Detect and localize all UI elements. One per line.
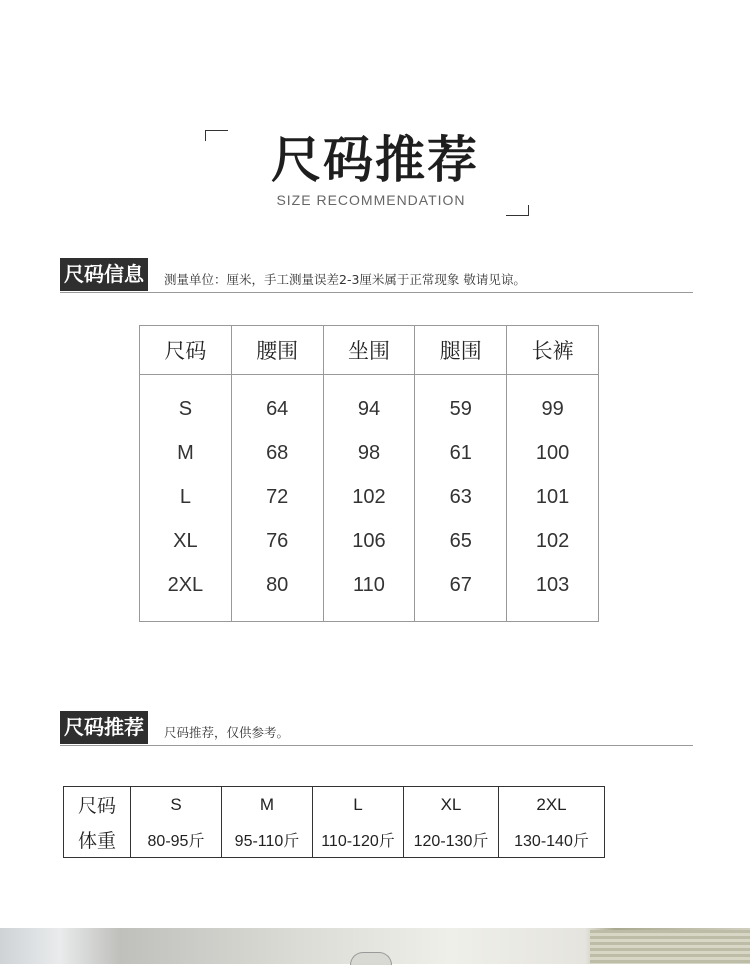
size-info-header [60,258,693,293]
window-blind-shape [590,930,750,964]
table-cell: 80-95斤 [131,822,222,858]
table-cell: 72 [231,475,323,519]
size-info-label: 尺码信息 [60,258,148,291]
table-cell: 80 [231,563,323,622]
table-row [64,822,605,858]
size-recommend-label: 尺码推荐 [60,711,148,744]
table-cell: 64 [231,375,323,432]
table-cell: 106 [323,519,415,563]
table-cell: 2XL [499,787,605,823]
table-cell: 130-140斤 [499,822,605,858]
table-cell: 100 [507,431,599,475]
table-cell: 102 [323,475,415,519]
table-row [140,475,599,519]
table-cell: 103 [507,563,599,622]
table-cell: 65 [415,519,507,563]
product-photo-preview [0,928,750,964]
lamp-shape [350,952,392,965]
table-row [140,375,599,432]
table-cell: L [179,485,191,508]
table-cell: M [177,441,194,464]
table-row [140,563,599,622]
table-cell: 110 [323,563,415,622]
table-cell: 120-130斤 [404,822,499,858]
column-header: 坐围 [323,326,415,375]
table-cell: 98 [323,431,415,475]
table-row [140,519,599,563]
table-cell: XL [173,529,198,552]
column-header: 长裤 [507,326,599,375]
table-cell: 61 [415,431,507,475]
column-header: 腿围 [415,326,507,375]
table-cell: S [131,787,222,823]
table-cell: 101 [507,475,599,519]
title-corner-bottom-right [506,205,529,216]
table-cell: S [178,397,193,420]
table-cell: 67 [415,563,507,622]
table-cell: 59 [415,375,507,432]
row-header: 体重 [77,830,116,852]
table-cell: 102 [507,519,599,563]
table-cell: 2XL [167,573,204,596]
size-recommend-note: 尺码推荐，仅供参考。 [164,725,290,740]
table-header-row [140,326,599,375]
table-cell: L [313,787,404,823]
table-cell: XL [404,787,499,823]
table-cell: 63 [415,475,507,519]
table-cell: 94 [323,375,415,432]
page-subtitle: SIZE RECOMMENDATION [276,192,466,208]
table-cell: 76 [231,519,323,563]
table-row [140,431,599,475]
table-cell: 99 [507,375,599,432]
table-cell: 68 [231,431,323,475]
column-header: 腰围 [231,326,323,375]
table-row [64,787,605,823]
table-cell: M [222,787,313,823]
column-header: 尺码 [140,326,232,375]
table-cell: 110-120斤 [313,822,404,858]
size-info-table [139,325,599,622]
row-header: 尺码 [77,795,116,817]
size-recommend-header [60,711,693,746]
table-cell: 95-110斤 [222,822,313,858]
size-info-note: 测量单位：厘米，手工测量误差2-3厘米属于正常现象 敬请见谅。 [164,272,526,287]
size-weight-table [63,786,605,858]
page-title: 尺码推荐 [271,131,479,189]
